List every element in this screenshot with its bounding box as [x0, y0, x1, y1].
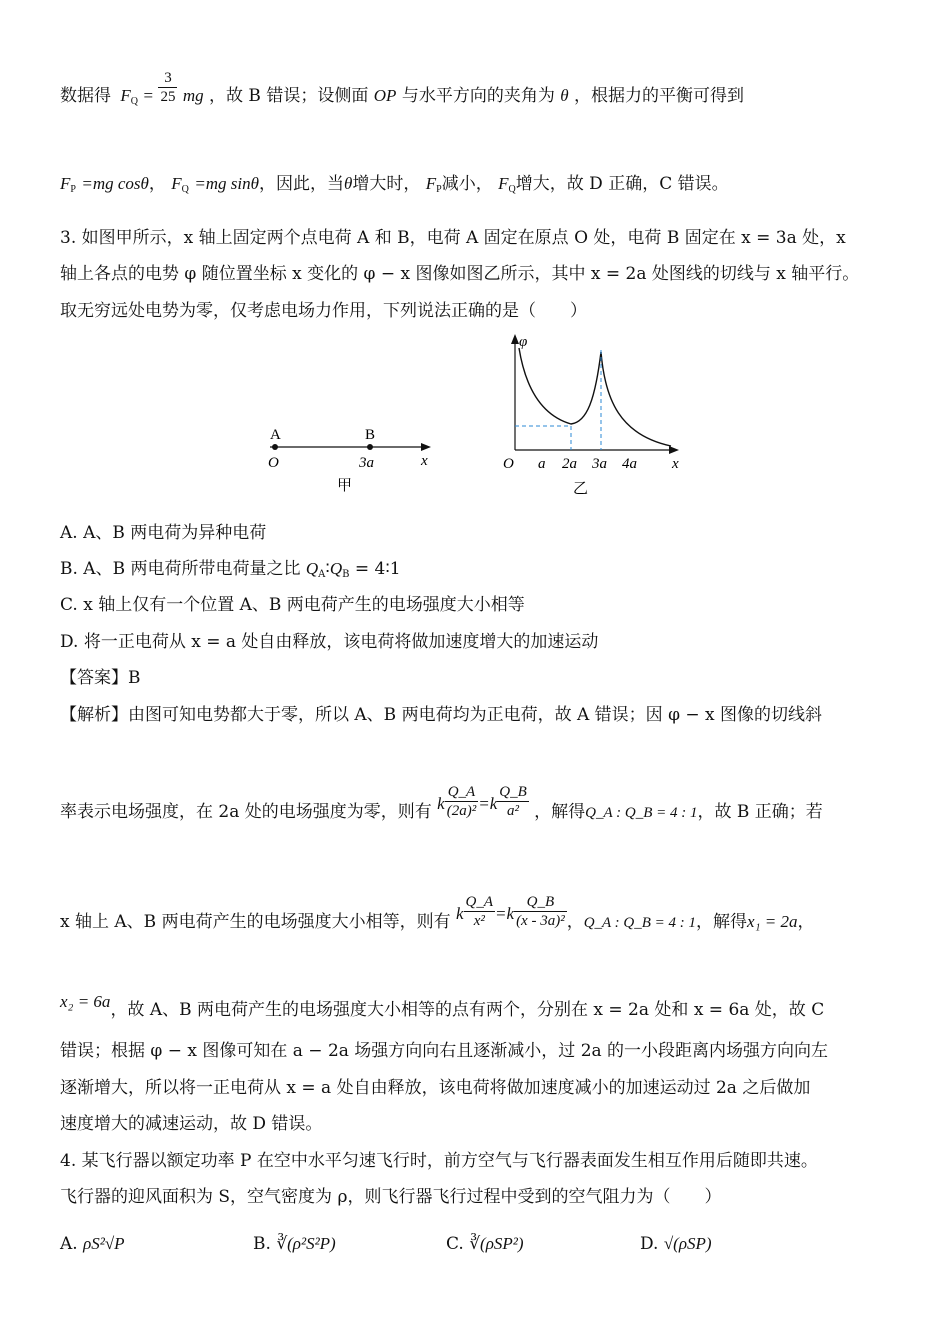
q3-option-a: A. A、B 两电荷为异种电荷: [60, 523, 267, 543]
math-symbol: OP: [373, 86, 397, 105]
q3-option-b: [60, 557, 895, 587]
q4-option-b: [253, 1234, 336, 1254]
math-symbol: θ: [560, 86, 569, 105]
math-subscript: Q: [181, 184, 189, 195]
label-O: O: [268, 455, 279, 471]
text: 与水平方向的夹角为: [401, 86, 555, 106]
math-expression: x₂ = 6a: [60, 992, 111, 1011]
math-symbol: Q: [305, 559, 319, 578]
fraction-qb-a2: [497, 783, 529, 820]
math-symbol: F: [425, 174, 437, 193]
label-3a: 3a: [592, 456, 607, 472]
x-axis-arrow: [421, 443, 431, 451]
fraction-qa-x2: [464, 893, 496, 930]
math-expression: Q_A : Q_B = 4 : 1: [583, 915, 697, 931]
text: ，故 B 错误；设侧面: [209, 86, 369, 106]
label-B: B: [365, 427, 376, 443]
text: ，解得: [534, 802, 586, 822]
label-x: x: [672, 456, 679, 472]
option-label: D.: [640, 1234, 659, 1254]
math-subscript: Q: [508, 184, 516, 195]
math-expression: =mg cosθ: [81, 174, 149, 193]
label-phi: φ: [519, 334, 528, 350]
q3-stem-line-1: 3. 如图甲所示，x 轴上固定两个点电荷 A 和 B，电荷 A 固定在原点 O 处，电荷 B 固定在 x = 3a 处，x: [60, 228, 846, 248]
math-symbol: k: [455, 904, 464, 923]
q3-stem-line-3: 取无穷远处电势为零，仅考虑电场力作用，下列说法正确的是（ ）: [60, 301, 587, 321]
math-expression: Q_A : Q_B = 4 : 1: [585, 805, 698, 821]
text: ，: [148, 174, 166, 194]
text: ，根据力的平衡可得到: [574, 86, 744, 106]
math-subscript: P: [70, 184, 76, 195]
text: ，因此，当: [259, 174, 345, 194]
figure-caption-yi: 乙: [573, 481, 589, 497]
q4-option-a: [60, 1234, 125, 1254]
text: ，解得: [696, 912, 748, 932]
label-2a: 2a: [562, 456, 577, 472]
fraction-denominator: (2a)²: [446, 803, 477, 819]
text: ，: [566, 912, 584, 932]
phi-curve-right: [601, 352, 671, 446]
q3-analysis-line-1: 【解析】由图可知电势都大于零，所以 A、B 两电荷均为正电荷，故 A 错误；因 φ − x 图像的切线斜: [60, 705, 823, 725]
label-x: x: [421, 453, 428, 469]
text: ，故 A、B 两电荷产生的电场强度大小相等的点有两个，分别在 x = 2a 处和 x = 6a 处，故 C: [110, 1000, 825, 1020]
fraction-numerator: Q_A: [445, 783, 479, 802]
option-label: C.: [446, 1234, 464, 1254]
text: 增大时，: [352, 174, 421, 194]
label-A: A: [270, 427, 281, 443]
math-subscript: B: [342, 569, 350, 580]
fraction-denominator: (x - 3a)²: [516, 913, 565, 929]
x-axis-arrow: [669, 446, 679, 454]
q3-answer: 【答案】B: [60, 668, 141, 688]
q4-stem-line-2: 飞行器的迎风面积为 S，空气密度为 ρ，则飞行器飞行过程中受到的空气阻力为（ ）: [60, 1187, 722, 1207]
fraction-numerator: Q_A: [465, 894, 494, 910]
text: B. A、B 两电荷所带电荷量之比: [60, 559, 306, 579]
q4-option-d: [640, 1234, 712, 1254]
text: ，故 B 正确；若: [697, 802, 823, 822]
q3-analysis-line-6: 逐渐增大，所以将一正电荷从 x = a 处自由释放，该电荷将做加速度减小的加速运动过 2a 之后做加: [60, 1078, 811, 1098]
math-symbol: k: [437, 794, 445, 813]
math-symbol: F: [171, 174, 182, 193]
math-expression: =mg sinθ: [194, 174, 260, 193]
text: 率表示电场强度，在 2a 处的电场强度为零，则有: [60, 802, 432, 822]
q3-analysis-line-7: 速度增大的减速运动，故 D 错误。: [60, 1114, 323, 1134]
text: 增大，故 D 正确，C 错误。: [515, 174, 729, 194]
q3-stem-line-2: 轴上各点的电势 φ 随位置坐标 x 变化的 φ − x 图像如图乙所示，其中 x = 2a 处图线的切线与 x 轴平行。: [60, 264, 860, 284]
fraction-numerator: 3: [158, 69, 177, 88]
q3-analysis-line-5: 错误；根据 φ − x 图像可知在 a − 2a 场强方向向右且逐渐减小，过 2a 的一小段距离内场强方向向左: [60, 1041, 829, 1061]
math-subscript: Q: [130, 96, 139, 107]
figure-jia: [255, 420, 445, 500]
text: ，: [797, 912, 815, 932]
charge-A-dot: [272, 444, 278, 450]
math-symbol: =k: [478, 794, 498, 813]
text: ∶: [325, 559, 330, 579]
option-label: A.: [60, 1234, 78, 1254]
q3-option-d: D. 将一正电荷从 x = a 处自由释放，该电荷将做加速度增大的加速运动: [60, 632, 599, 652]
q3-analysis-line-4: [60, 990, 895, 1022]
q4-stem-line-1: 4. 某飞行器以额定功率 P 在空中水平匀速飞行时，前方空气与飞行器表面发生相互作用后随即共速。: [60, 1151, 818, 1171]
figure-yi: [495, 330, 695, 500]
math-symbol: Q: [329, 559, 343, 578]
phi-curve-left: [519, 348, 601, 424]
fraction-3-25: [158, 69, 177, 106]
math-symbol: mg: [182, 86, 204, 105]
text: = 4∶1: [349, 559, 401, 579]
prev-solution-line-1: [60, 70, 895, 114]
fraction-numerator: Q_B: [499, 784, 527, 800]
prev-solution-line-2: [60, 172, 895, 202]
math-expression: ρS²√P: [83, 1234, 125, 1253]
math-symbol: F: [120, 86, 131, 105]
text: x 轴上 A、B 两电荷产生的电场强度大小相等，则有: [60, 912, 451, 932]
fraction-qb-x-3a: [514, 893, 567, 930]
label-4a: 4a: [622, 456, 637, 472]
q3-option-c: C. x 轴上仅有一个位置 A、B 两电荷产生的电场强度大小相等: [60, 595, 525, 615]
charge-B-dot: [367, 444, 373, 450]
fraction-denominator: 25: [160, 89, 176, 105]
math-expression: ∛(ρSP²): [469, 1234, 524, 1253]
math-symbol: θ: [344, 174, 353, 193]
math-symbol: F: [498, 174, 509, 193]
phi-axis-arrow: [511, 334, 519, 344]
text: 减小，: [441, 174, 493, 194]
q3-analysis-line-3: [60, 894, 895, 935]
option-label: B.: [253, 1234, 271, 1254]
text: 数据得: [60, 86, 111, 106]
fraction-denominator: x²: [473, 913, 485, 929]
math-symbol: F: [60, 174, 71, 193]
math-expression: √(ρSP): [663, 1234, 712, 1253]
fraction-denominator: a²: [507, 803, 519, 819]
math-expression: ∛(ρ²S²P): [276, 1234, 336, 1253]
fraction-numerator: Q_B: [514, 893, 567, 912]
math-symbol: =: [143, 86, 154, 105]
math-subscript: A: [318, 569, 326, 580]
math-symbol: =k: [495, 904, 515, 923]
label-O: O: [503, 456, 514, 472]
q3-analysis-line-2: [60, 784, 895, 825]
fraction-qa-2a: [445, 783, 479, 820]
figure-caption-jia: 甲: [337, 478, 353, 494]
math-expression: x₁ = 2a: [747, 912, 798, 931]
q4-option-c: [446, 1234, 524, 1254]
math-subscript: P: [436, 184, 442, 195]
label-3a: 3a: [359, 455, 374, 471]
label-a: a: [538, 456, 546, 472]
